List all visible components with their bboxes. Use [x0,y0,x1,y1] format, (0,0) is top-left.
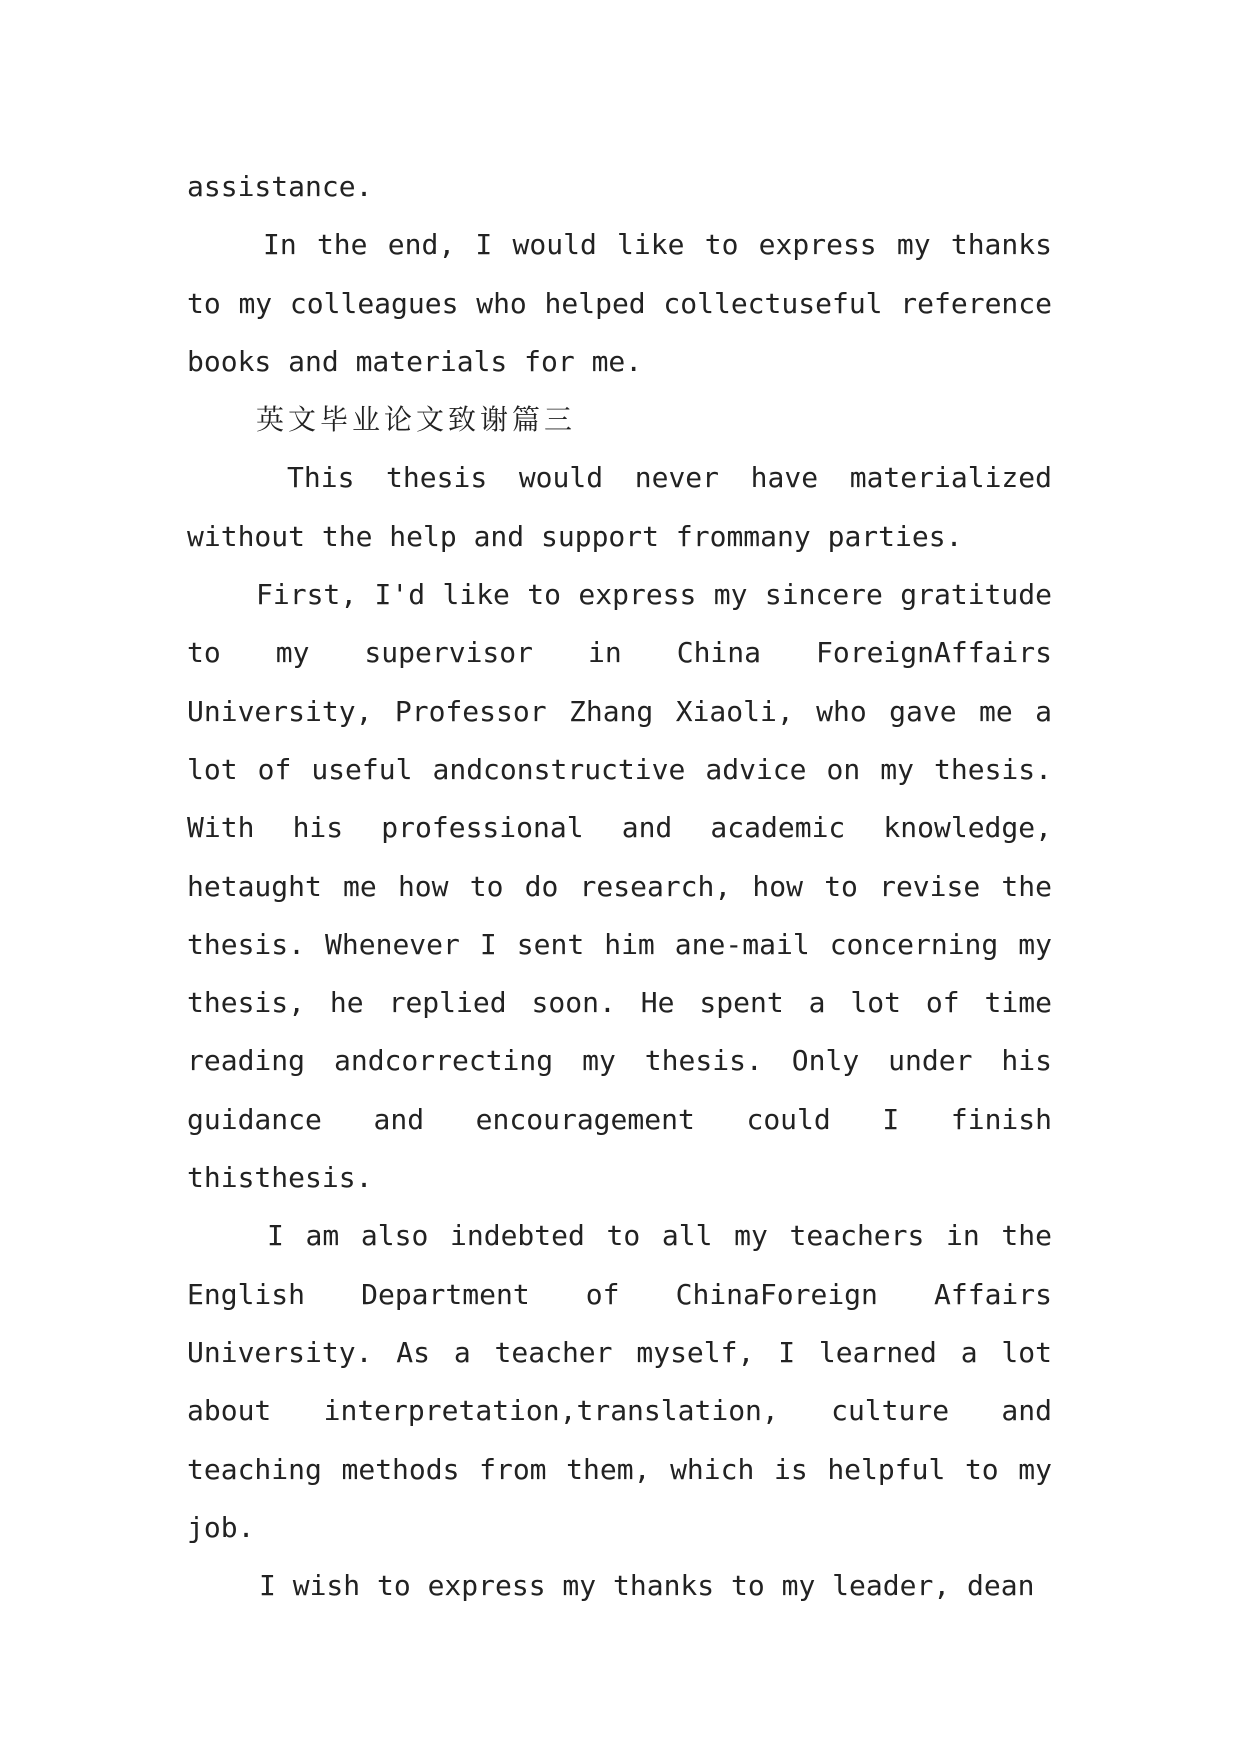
section-heading: 英文毕业论文致谢篇三 [256,403,577,437]
paragraph-teachers: I am also indebted to all my teachers in the English Department of ChinaForeign Affairs University. As a teacher myself, I learned a lot about interpretation,translation, culture and teaching methods from them, which is helpful to my job. [187,1219,1052,1544]
body-text [187,158,1052,1615]
paragraph-intro: This thesis would never have materialized without the help and support frommany parties. [187,461,1052,553]
paragraph-closing-thanks: In the end, I would like to express my thanks to my colleagues who helped collectuseful reference books and materials for me. [187,228,1052,378]
paragraph-leader: I wish to express my thanks to my leader, dean [259,1569,1035,1603]
paragraph-continuation: assistance. [187,170,373,203]
paragraph-supervisor: First, I'd like to express my sincere gratitude to my supervisor in China ForeignAffairs University, Professor Zhang Xiaoli, who gave me a lot of useful andconstructive advice on my thesis. With his professional and academic knowledge, hetaught me how to do research, how to revise the thesis. Whenever I sent him ane-mail concerning my thesis, he replied soon. He spent a lot of time reading andcorrecting my thesis. Only under his guidance and encouragement could I finish thisthesis. [187,578,1052,1195]
